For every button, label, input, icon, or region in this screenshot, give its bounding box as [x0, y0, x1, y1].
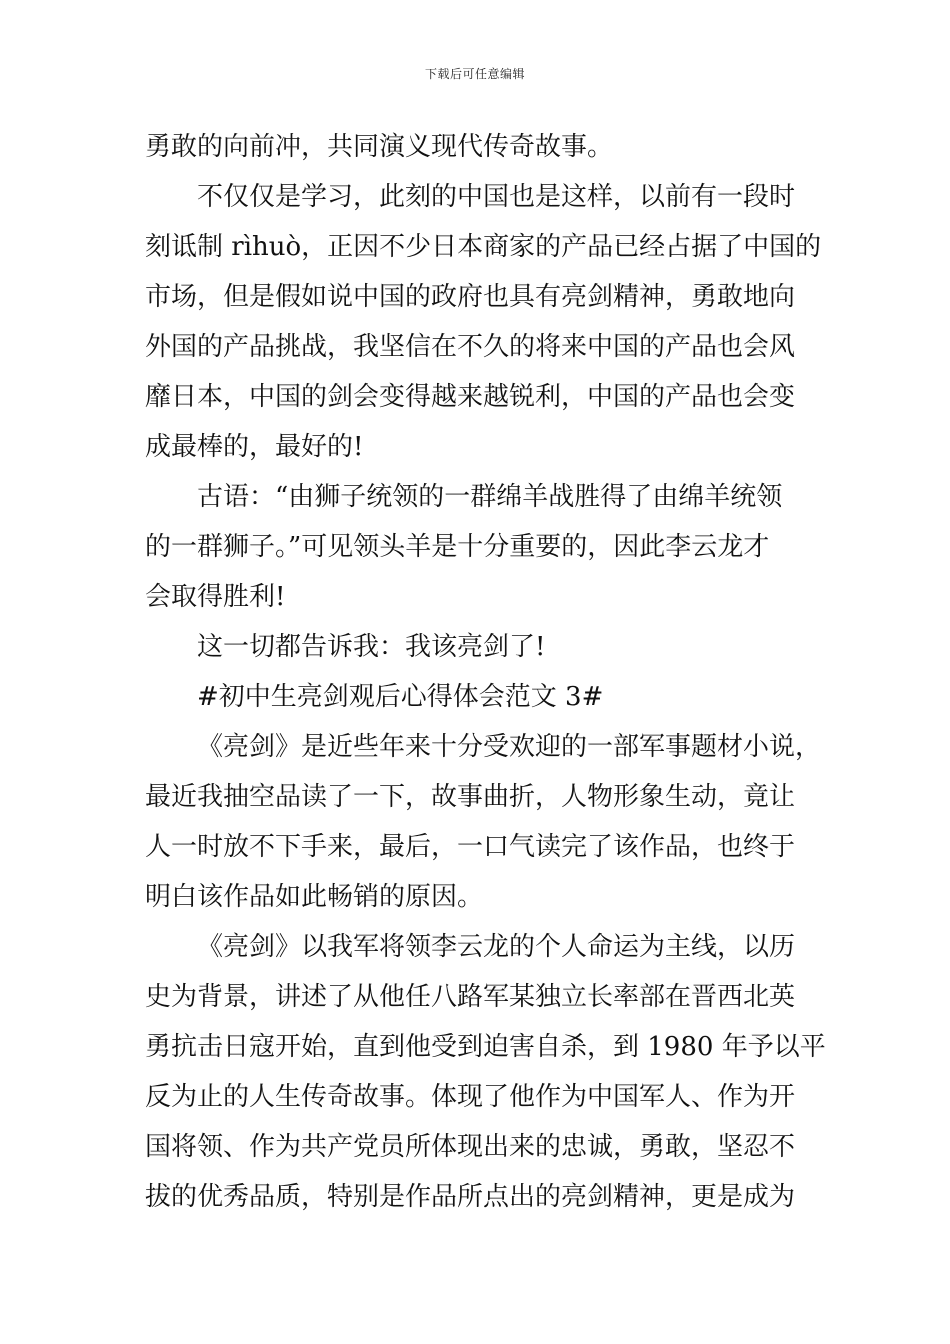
- text-line: 市场，但是假如说中国的政府也具有亮剑精神，勇敢地向: [145, 282, 796, 312]
- paragraph-start: 不仅仅是学习，此刻的中国也是这样，以前有一段时: [197, 182, 796, 212]
- paragraph-start: 《亮剑》以我军将领李云龙的个人命运为主线，以历: [197, 932, 796, 962]
- text-line: 史为背景，讲述了从他任八路军某独立长率部在晋西北英: [145, 982, 796, 1012]
- text-line: 明白该作品如此畅销的原因。: [145, 882, 484, 912]
- paragraph-start: 古语：“由狮子统领的一群绵羊战胜得了由绵羊统领: [197, 482, 783, 512]
- text-line: 最近我抽空品读了一下，故事曲折，人物形象生动，竟让: [145, 782, 796, 812]
- text-line: 刻诋制 rìhuò，正因不少日本商家的产品已经占据了中国的: [145, 232, 822, 262]
- text-line: 成最棒的，最好的!: [145, 432, 364, 462]
- text-line: 人一时放不下手来，最后，一口气读完了该作品，也终于: [145, 832, 796, 862]
- document-body: [145, 122, 826, 1222]
- text-line: 的一群狮子。”可见领头羊是十分重要的，因此李云龙才: [145, 532, 770, 562]
- text-line: 勇敢的向前冲，共同演义现代传奇故事。: [145, 132, 614, 162]
- text-line: 拔的优秀品质，特别是作品所点出的亮剑精神，更是成为: [145, 1182, 796, 1212]
- text-line: 反为止的人生传奇故事。体现了他作为中国军人、作为开: [145, 1082, 796, 1112]
- text-line: 靡日本，中国的剑会变得越来越锐利，中国的产品也会变: [145, 382, 796, 412]
- text-line: 勇抗击日寇开始，直到他受到迫害自杀，到 1980 年予以平: [145, 1032, 826, 1062]
- text-line: 外国的产品挑战，我坚信在不久的将来中国的产品也会风: [145, 332, 796, 362]
- text-line: 会取得胜利!: [145, 582, 286, 612]
- paragraph-start: 《亮剑》是近些年来十分受欢迎的一部军事题材小说，: [197, 732, 822, 762]
- section-heading: #初中生亮剑观后心得体会范文 3#: [197, 682, 604, 712]
- page-header: 下载后可任意编辑: [424, 67, 525, 81]
- paragraph-start: 这一切都告诉我：我该亮剑了!: [197, 632, 546, 662]
- text-line: 国将领、作为共产党员所体现出来的忠诚，勇敢，坚忍不: [145, 1132, 796, 1162]
